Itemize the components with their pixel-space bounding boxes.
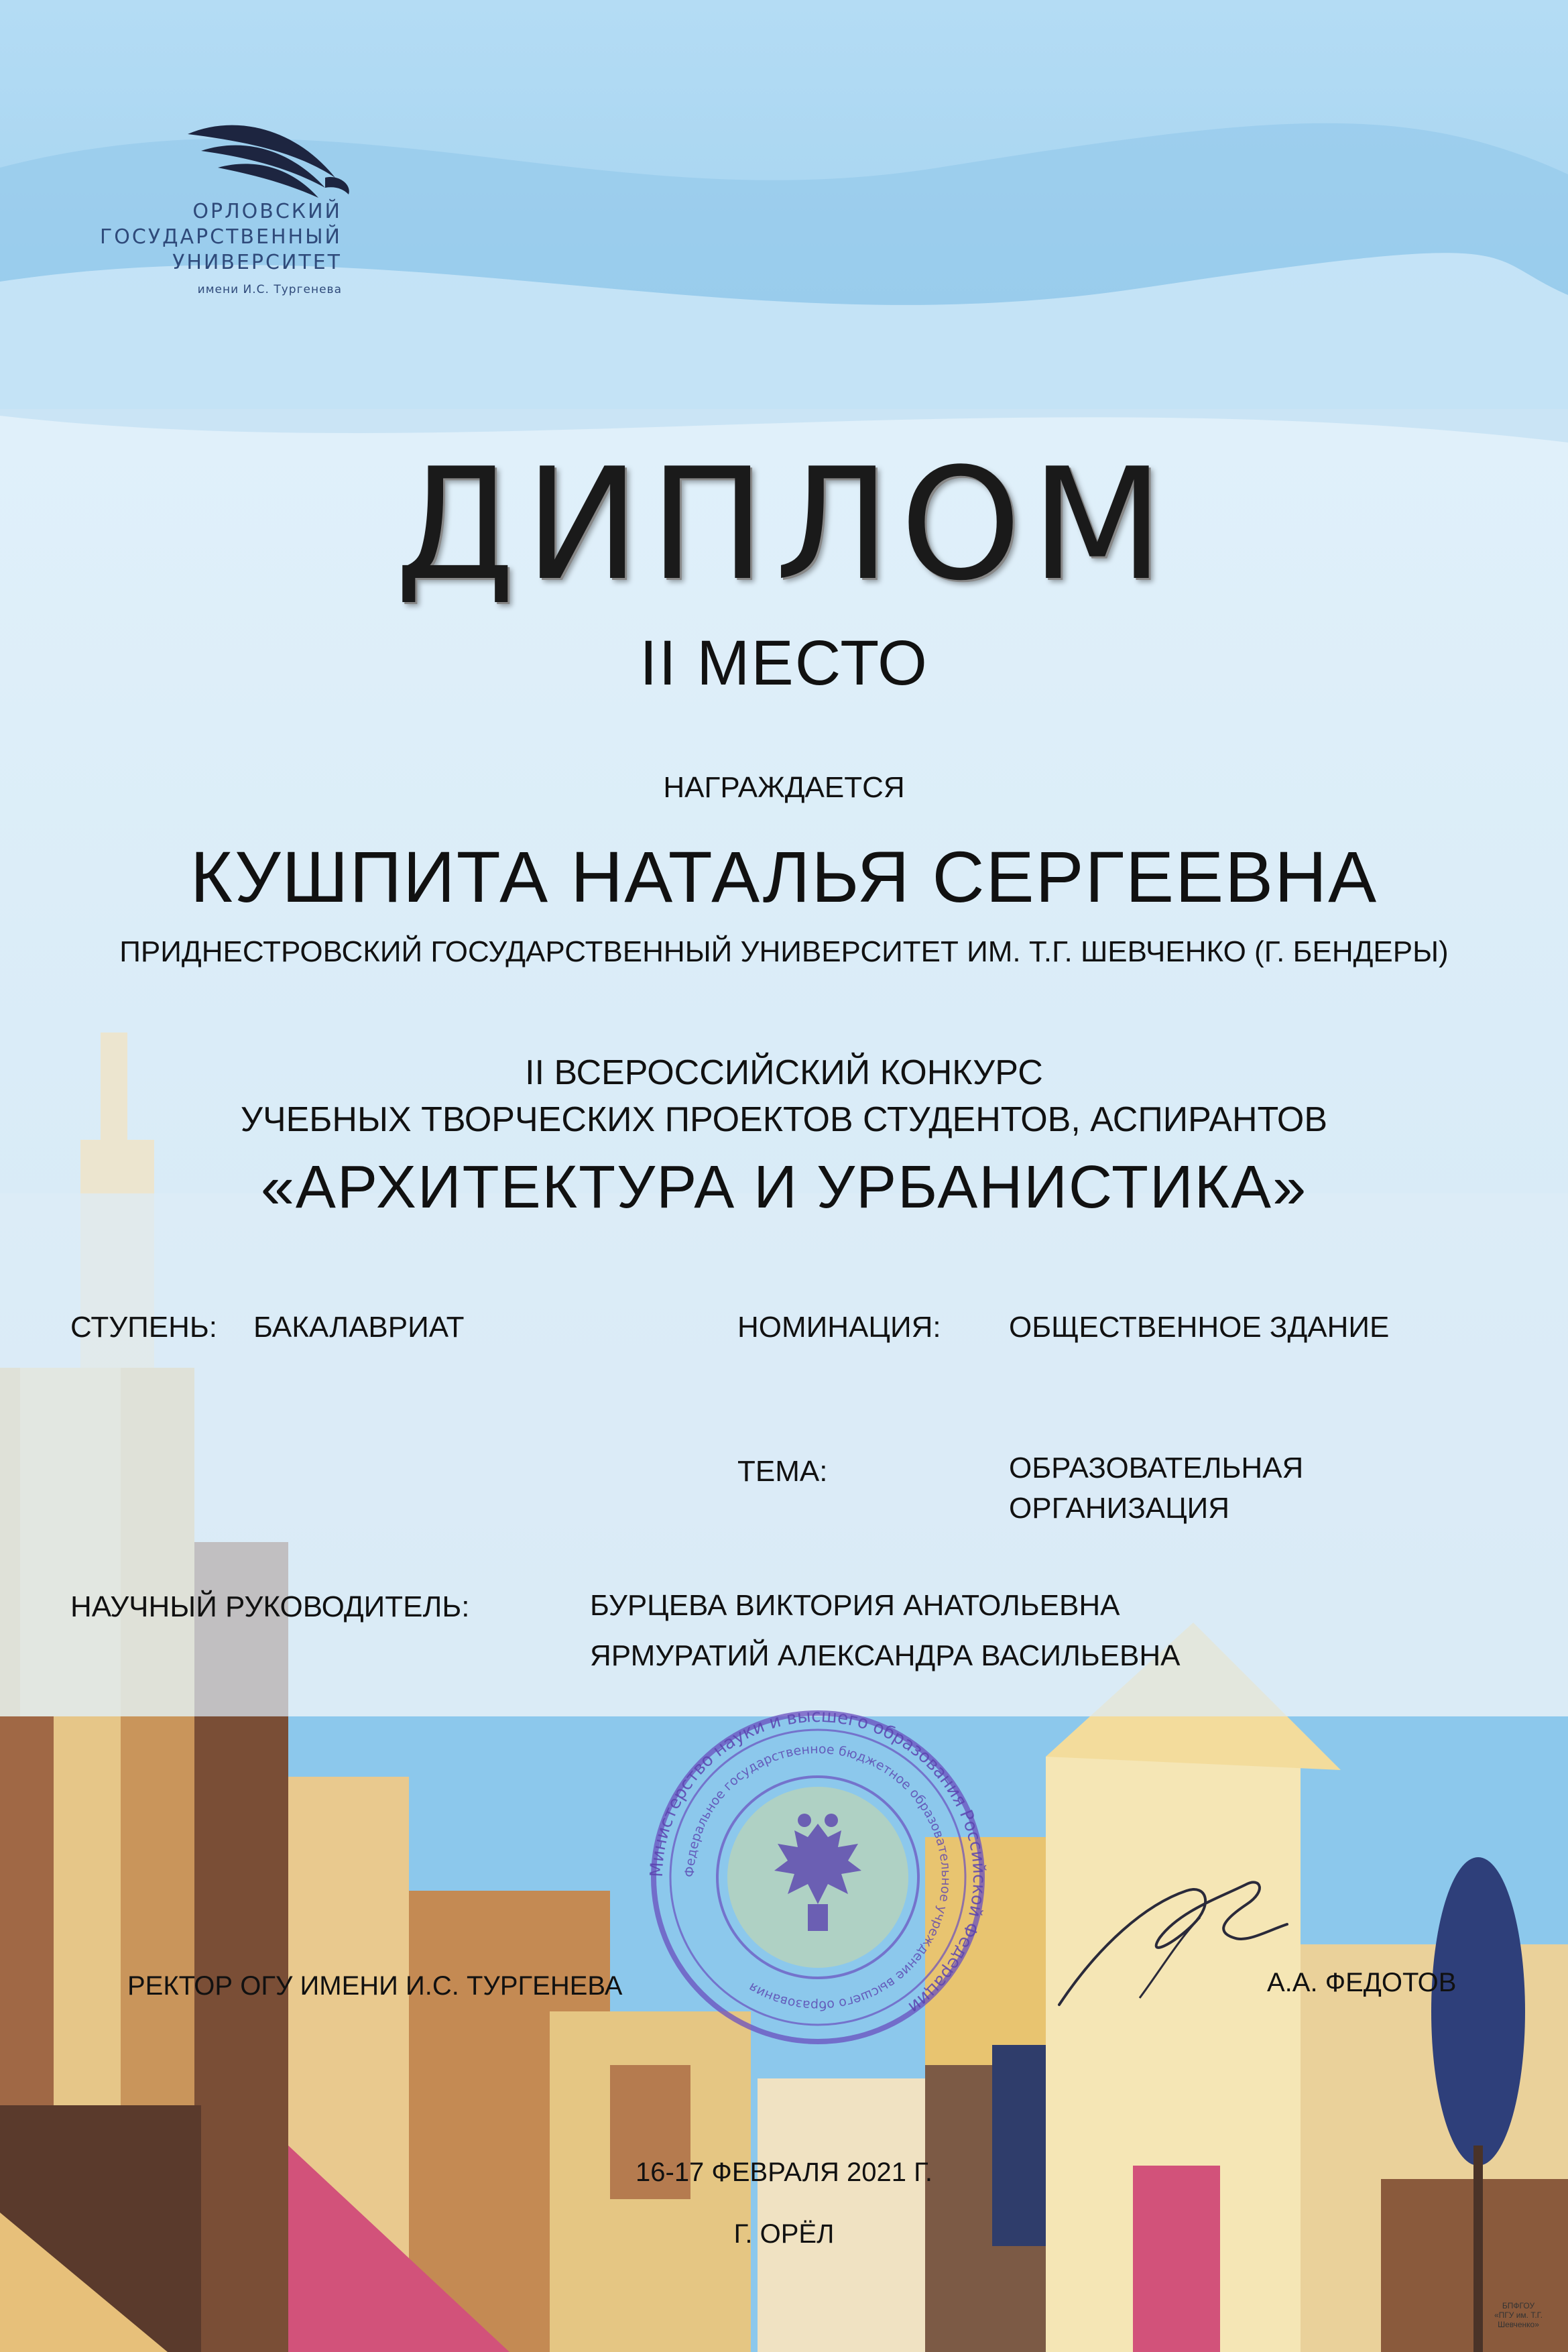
recipient-organization: ПРИДНЕСТРОВСКИЙ ГОСУДАРСТВЕННЫЙ УНИВЕРСИТЕТ ИМ. Т.Г. ШЕВЧЕНКО (Г. БЕНДЕРЫ) (119, 935, 1449, 968)
rector-signature (1046, 1864, 1301, 2038)
theme-label: ТЕМА: (737, 1455, 828, 1488)
awarded-label: НАГРАЖДАЕТСЯ (663, 771, 905, 804)
theme-value-line1: ОБРАЗОВАТЕЛЬНАЯ (1009, 1452, 1304, 1484)
corner-label-line1: БПФГОУ (1502, 2301, 1535, 2310)
advisor-label: НАУЧНЫЙ РУКОВОДИТЕЛЬ: (70, 1590, 470, 1623)
advisor-1: БУРЦЕВА ВИКТОРИЯ АНАТОЛЬЕВНА (590, 1589, 1120, 1622)
level-value: БАКАЛАВРИАТ (253, 1311, 465, 1344)
contest-line2: УЧЕБНЫХ ТВОРЧЕСКИХ ПРОЕКТОВ СТУДЕНТОВ, АСПИРАНТОВ (240, 1100, 1328, 1139)
contest-line1: II ВСЕРОССИЙСКИЙ КОНКУРС (525, 1053, 1043, 1092)
university-logo (60, 114, 342, 315)
diploma-title: ДИПЛОМ (394, 436, 1174, 615)
advisor-2: ЯРМУРАТИЙ АЛЕКСАНДРА ВАСИЛЬЕВНА (590, 1639, 1181, 1672)
rector-position: РЕКТОР ОГУ ИМЕНИ И.С. ТУРГЕНЕВА (127, 1971, 623, 2001)
logo-text-line2: ГОСУДАРСТВЕННЫЙ (99, 225, 342, 249)
recipient-name: КУШПИТА НАТАЛЬЯ СЕРГЕЕВНА (190, 836, 1378, 917)
seal-outer-text: Министерство науки и высшего образования Российской Федерации (646, 1706, 989, 2017)
logo-text-line4: имени И.С. Тургенева (197, 283, 342, 296)
seal-inner-text: Федеральное государственное бюджетное образовательное учреждение высшего образования (682, 1741, 954, 2013)
logo-text-line3: УНИВЕРСИТЕТ (172, 251, 342, 274)
corner-label (1478, 2301, 1559, 2329)
place-label: II МЕСТО (640, 628, 928, 699)
official-seal-stamp (644, 1703, 992, 2052)
nomination-value: ОБЩЕСТВЕННОЕ ЗДАНИЕ (1009, 1311, 1390, 1344)
event-date: 16-17 ФЕВРАЛЯ 2021 Г. (636, 2158, 932, 2187)
contest-name: «АРХИТЕКТУРА И УРБАНИСТИКА» (260, 1154, 1308, 1221)
level-label: СТУПЕНЬ: (70, 1311, 217, 1344)
corner-label-line2: «ПГУ им. Т.Г. Шевченко» (1494, 2310, 1543, 2329)
rector-name: А.А. ФЕДОТОВ (1267, 1968, 1457, 1997)
theme-value-line2: ОРГАНИЗАЦИЯ (1009, 1492, 1230, 1525)
event-city: Г. ОРЁЛ (733, 2219, 835, 2249)
logo-text-line1: ОРЛОВСКИЙ (192, 200, 342, 223)
nomination-label: НОМИНАЦИЯ: (737, 1311, 941, 1344)
